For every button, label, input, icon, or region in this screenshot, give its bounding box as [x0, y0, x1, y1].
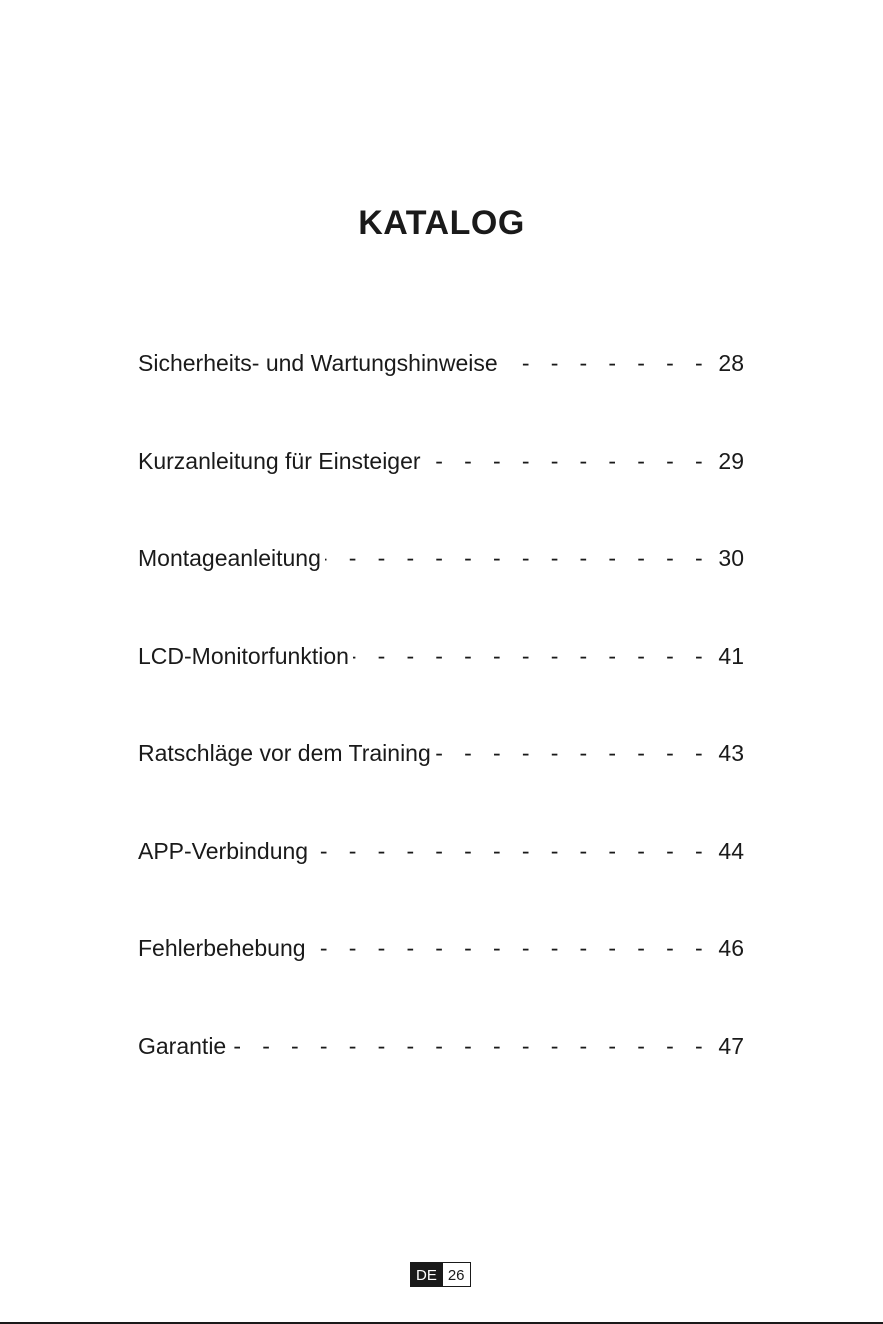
- toc-entry-label: LCD-Monitorfunktion: [138, 642, 349, 669]
- toc-dot-leader: [312, 828, 710, 874]
- table-of-contents: [138, 340, 744, 1120]
- toc-entry[interactable]: [138, 1023, 744, 1121]
- toc-entry-page: 41: [718, 642, 744, 669]
- toc-entry-page: 29: [718, 447, 744, 474]
- toc-entry[interactable]: [138, 535, 744, 633]
- toc-entry-page: 43: [718, 740, 744, 766]
- toc-entry[interactable]: [138, 340, 744, 438]
- toc-entry-page: 44: [718, 837, 744, 864]
- toc-entry[interactable]: [138, 633, 744, 731]
- toc-dot-leader: [502, 340, 710, 386]
- toc-dot-leader: [353, 633, 710, 679]
- page-footer: [410, 1262, 471, 1287]
- toc-entry-label: Fehlerbehebung: [138, 935, 306, 961]
- toc-entry-page: 47: [718, 1032, 744, 1059]
- toc-entry-label: APP-Verbindung: [138, 837, 309, 864]
- toc-dot-leader: [230, 1023, 710, 1069]
- toc-dot-leader: [325, 535, 710, 581]
- toc-entry-label: Garantie: [138, 1032, 227, 1059]
- toc-entry-page: 30: [718, 545, 744, 571]
- toc-dot-leader: [425, 438, 710, 484]
- toc-dot-leader: [310, 925, 710, 971]
- toc-entry[interactable]: [138, 438, 744, 536]
- page-number: 26: [443, 1262, 471, 1287]
- toc-entry-page: 46: [718, 935, 744, 961]
- page-title: KATALOG: [358, 204, 525, 242]
- toc-entry[interactable]: [138, 925, 744, 1023]
- toc-entry[interactable]: [138, 828, 744, 926]
- toc-entry[interactable]: [138, 730, 744, 828]
- toc-entry-label: Kurzanleitung für Einsteiger: [138, 447, 421, 474]
- toc-dot-leader: [435, 730, 710, 776]
- language-badge: DE: [410, 1262, 443, 1287]
- toc-entry-label: Ratschläge vor dem Training: [138, 740, 431, 766]
- toc-entry-label: Montageanleitung: [138, 545, 321, 571]
- toc-entry-page: 28: [718, 350, 744, 376]
- toc-entry-label: Sicherheits- und Wartungshinweise: [138, 350, 498, 376]
